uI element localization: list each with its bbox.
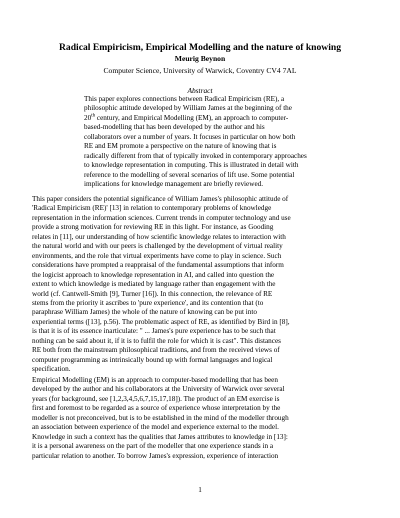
body-line: is that it is of its essence inarticulate: " ... James's pure experience has to be such that <box>32 327 276 336</box>
body-line: the logicist approach to knowledge representation in AI, and called into question the <box>32 270 275 279</box>
body-line: stems from the priority it ascribes to 'pure experience', and its contention that (to <box>32 298 264 307</box>
body-line: provide a strong motivation for reviewing RE in this light. For instance, as Gooding <box>32 223 274 232</box>
ordinal-suffix: th <box>91 113 96 119</box>
body-line: relates in [11], our understanding of how scientific knowledge relates to interaction with <box>32 232 286 241</box>
body-paragraph-1 <box>32 195 368 375</box>
body-line: modeller is not preconceived, but is to be established in the mind of the modeller through <box>32 413 289 422</box>
body-line: computer programming as intrinsically bound up with formal languages and logical <box>32 355 273 364</box>
abstract-line: RE and EM promote a perspective on the nature of knowing that is <box>84 142 277 151</box>
body-line: the natural world and with our peers is challenged by the development of virtual reality <box>32 242 283 251</box>
abstract-line-rest: century, and Empirical Modelling (EM), an approach to computer- <box>95 113 289 122</box>
body-line: extent to which knowledge is mediated by language rather than engagement with the <box>32 280 276 289</box>
paper-title: Radical Empiricism, Empirical Modelling and the nature of knowing <box>58 42 342 53</box>
body-line: years (for background, see [1,2,3,4,5,6,7,15,17,18]). The product of an EM exercise is <box>32 394 280 403</box>
body-line: experiential terms ([13], p.56). The problematic aspect of RE, as identified by Bird in [8], <box>32 317 290 326</box>
body-line: Empirical Modelling (EM) is an approach to computer-based modelling that has been <box>32 376 278 384</box>
body-line: world (cf. Cantwell-Smith [9], Turner [16]). In this connection, the relevance of RE <box>32 289 273 298</box>
body-line: representation in the information sciences. Current trends in computer technology and use <box>32 213 291 222</box>
abstract-line: to knowledge representation in computing. This is illustrated in detail with <box>84 161 299 170</box>
body-line: RE both from the mainstream philosophical traditions, and from the received views of <box>32 346 280 355</box>
abstract-line: radically different from that of typically invoked in contemporary approaches <box>84 151 307 160</box>
abstract-line: reference to the modelling of several scenarios of lift use. Some potential <box>84 170 295 179</box>
abstract-line: based-modelling that has been developed by the author and his <box>84 123 265 132</box>
abstract-line: collaborators over a number of years. It focuses in particular on how both <box>84 132 296 141</box>
body-line: 'Radical Empiricism (RE)' [13] in relation to contemporary problems of knowledge <box>32 204 272 213</box>
body-line: considerations have prompted a reappraisal of the fundamental assumptions that inform <box>32 261 284 270</box>
body-line: particular relation to another. To borrow James's expression, experience of interaction <box>32 451 279 460</box>
body-line: an association between experience of the model and experience external to the model. <box>32 423 279 432</box>
body-line: environments, and the role that virtual experiments have come to play in science. Such <box>32 251 282 260</box>
body-line: developed by the author and his collaborators at the University of Warwick over several <box>32 385 285 394</box>
abstract-line: This paper explores connections between Radical Empiricism (RE), a <box>84 95 285 103</box>
paper-affiliation: Computer Science, University of Warwick, Coventry CV4 7AL <box>103 66 297 75</box>
abstract-line <box>84 114 316 123</box>
body-line: nothing can be said about it, if it is to fulfil the role for which it is cast". This distances <box>32 336 281 345</box>
page-number: 1 <box>198 486 202 494</box>
body-paragraph-2 <box>32 376 368 461</box>
body-line: first and foremost to be regarded as a source of experience whose interpretation by the <box>32 404 281 413</box>
paper-author: Meurig Beynon <box>174 54 226 63</box>
body-line: This paper considers the potential significance of William James's philosophic attitude of <box>32 195 289 203</box>
body-line: it is a personal awareness on the part of the modeller that one experience stands in a <box>32 442 274 451</box>
abstract-line: philosophic attitude developed by William James at the beginning of the <box>84 104 292 113</box>
body-line: paraphrase William James) the whole of the nature of knowing can be put into <box>32 308 257 317</box>
abstract-line: implications for knowledge management are briefly reviewed. <box>84 180 264 189</box>
body-line: Knowledge in such a context has the qualities that James attributes to knowledge in [13]: <box>32 432 288 441</box>
abstract-line-start: 20 <box>84 113 92 122</box>
abstract-body <box>84 95 316 190</box>
body-line: specification. <box>32 365 71 374</box>
abstract-heading: Abstract <box>187 86 213 95</box>
